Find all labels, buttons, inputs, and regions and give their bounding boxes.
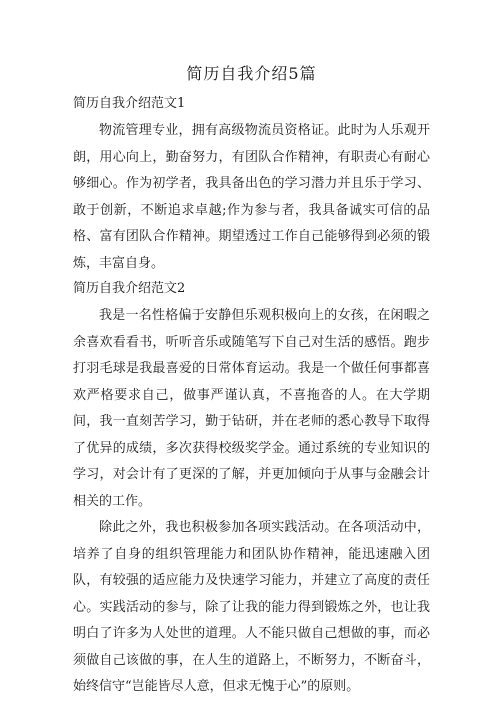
section-heading: 简历自我介绍范文2	[73, 281, 186, 296]
paragraph: 物流管理专业，拥有高级物流员资格证。此时为人乐观开朗，用心向上，勤奋努力，有团队合作精神，有职责心有耐心够细心。作为初学者，我具备出色的学习潜力并且乐于学习、敢于创新，不断追求卓越;作为参与者，我具备诚实可信的品格、富有团队合作精神。期望透过工作自己能够得到必须的锻炼，丰富自身。	[73, 123, 430, 271]
section-heading: 简历自我介绍范文1	[73, 96, 186, 111]
paragraph: 除此之外，我也积极参加各项实践活动。在各项活动中，培养了自身的组织管理能力和团队协作精神，能迅速融入团队，有较强的适应能力及快速学习能力，并建立了高度的责任心。实践活动的参与，除了让我的能力得到锻炼之外，也让我明白了许多为人处世的道理。人不能只做自己想做的事，而必须做自己该做的事，在人生的道路上，不断努力，不断奋斗，始终信守“岂能皆尽人意，但求无愧于心”的原则。	[73, 520, 430, 694]
document-title: 简历自我介绍5篇	[186, 64, 317, 83]
paragraph: 我是一名性格偏于安静但乐观积极向上的女孩，在闲暇之余喜欢看看书，听听音乐或随笔写下自己对生活的感悟。跑步打羽毛球是我最喜爱的日常体育运动。我是一个做任何事都喜欢严格要求自己，做事严谨认真，不喜拖沓的人。在大学期间，我一直刻苦学习，勤于钻研，并在老师的悉心教导下取得了优异的成绩，多次获得校级奖学金。通过系统的专业知识的学习，对会计有了更深的了解，并更加倾向于从事与金融会计相关的工作。	[73, 308, 430, 509]
section-1	[73, 92, 430, 277]
section-2	[73, 277, 430, 701]
